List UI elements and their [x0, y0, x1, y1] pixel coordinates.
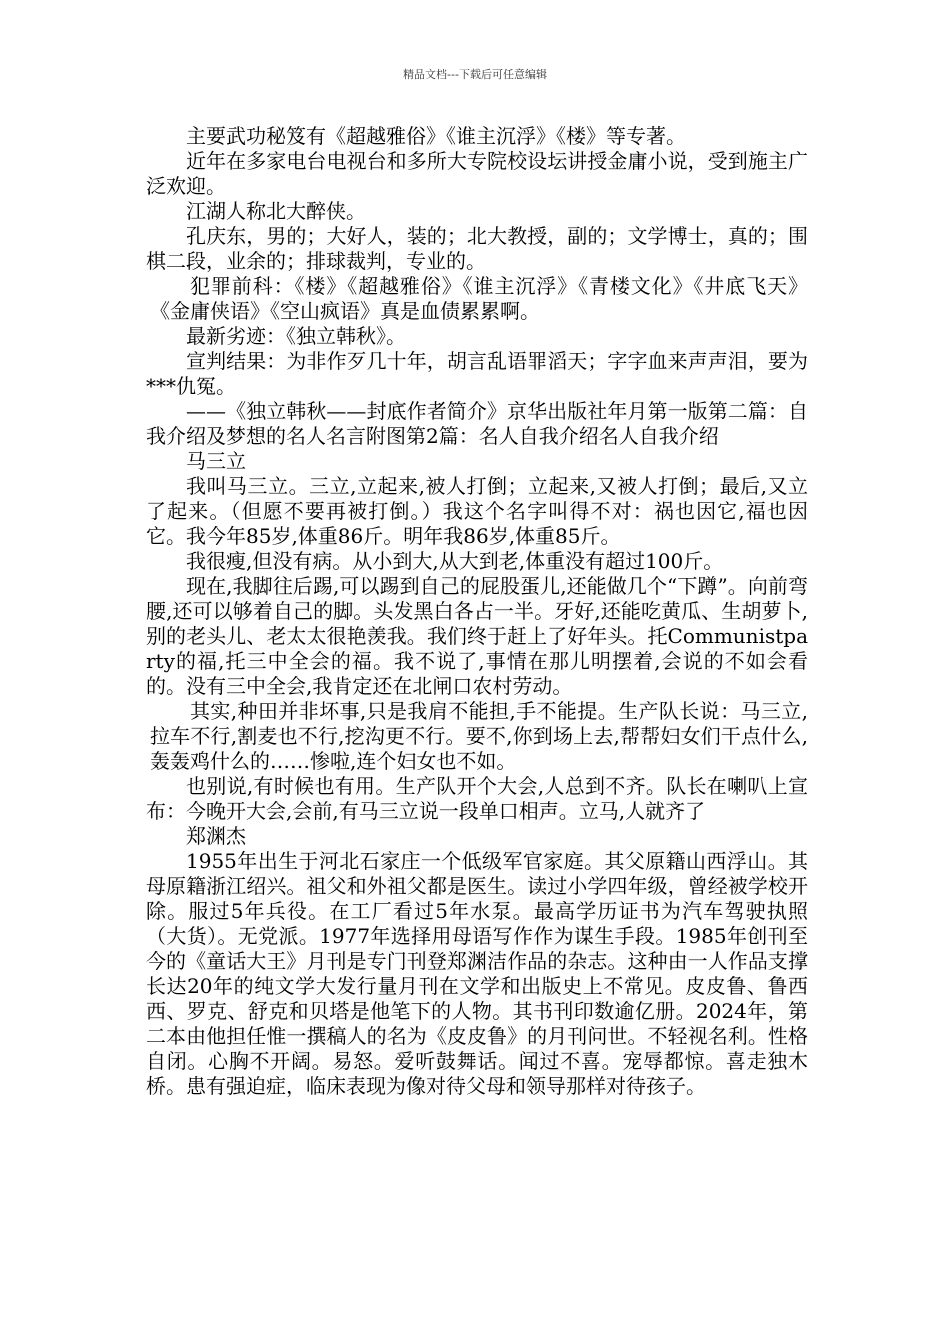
- paragraph: 我很瘦,但没有病。从小到大,从大到老,体重没有超过100斤。: [186, 549, 724, 573]
- paragraph: 孔庆东，男的；大好人，装的；北大教授，副的；文学博士，真的；围棋二段，业余的；排球裁判，专业的。: [146, 224, 808, 273]
- paragraph: 近年在多家电台电视台和多所大专院校设坛讲授金庸小说，受到施主广泛欢迎。: [146, 149, 808, 198]
- paragraph: 最新劣迹：《独立韩秋》。: [186, 324, 406, 348]
- paragraph: 犯罪前科：《楼》《超越雅俗》《谁主沉浮》《青楼文化》《井底飞天》《金庸侠语》《空山疯语》真是血债累累啊。: [150, 274, 808, 323]
- paragraph: ——《独立韩秋——封底作者简介》京华出版社年月第一版第二篇：自我介绍及梦想的名人名言附图第2篇：名人自我介绍名人自我介绍: [146, 399, 808, 448]
- paragraph: 1955年出生于河北石家庄一个低级军官家庭。其父原籍山西浮山。其母原籍浙江绍兴。祖父和外祖父都是医生。读过小学四年级，曾经被学校开除。服过5年兵役。在工厂看过5年水泵。最高学历证书为汽车驾驶执照（大货）。无党派。1977年选择用母语写作作为谋生手段。1985年创刊至今的《童话大王》月刊是专门刊登郑渊洁作品的杂志。这种由一人作品支撑长达20年的纯文学大发行量月刊在文学和出版史上不常见。皮皮鲁、鲁西西、罗克、舒克和贝塔是他笔下的人物。其书刊印数逾亿册。2024年，第二本由他担任惟一撰稿人的名为《皮皮鲁》的月刊问世。不轻视名利。性格自闭。心胸不开阔。易怒。爱听鼓舞话。闻过不喜。宠辱都惊。喜走独木桥。患有强迫症，临床表现为像对待父母和领导那样对待孩子。: [146, 849, 808, 1098]
- paragraph: 现在,我脚往后踢,可以踢到自己的屁股蛋儿,还能做几个“下蹲”。向前弯腰,还可以够着自己的脚。头发黑白各占一半。牙好,还能吃黄瓜、生胡萝卜,别的老头儿、老太太很艳羡我。我们终于赶上了好年头。托Communistparty的福,托三中全会的福。我不说了,事情在那儿明摆着,会说的不如会看的。没有三中全会,我肯定还在北闸口农村劳动。: [146, 574, 808, 698]
- section-name: 马三立: [186, 449, 246, 473]
- paragraph: 主要武功秘笈有《超越雅俗》《谁主沉浮》《楼》等专著。: [186, 124, 686, 148]
- paragraph: 江湖人称北大醉侠。: [186, 199, 366, 223]
- paragraph: 我叫马三立。三立,立起来,被人打倒；立起来,又被人打倒；最后,又立了起来。（但愿不要再被打倒。）我这个名字叫得不对：祸也因它,福也因它。我今年85岁,体重86斤。明年我86岁,体重85斤。: [146, 474, 808, 548]
- page-header: 精品文档---下载后可任意编辑: [403, 68, 547, 81]
- paragraph: 宣判结果：为非作歹几十年，胡言乱语罪滔天；字字血来声声泪，要为***仇冤。: [146, 349, 808, 398]
- document-body: [146, 124, 808, 1099]
- paragraph: 也别说,有时候也有用。生产队开个大会,人总到不齐。队长在喇叭上宣布：今晚开大会,会前,有马三立说一段单口相声。立马,人就齐了: [146, 774, 808, 823]
- section-name: 郑渊杰: [186, 824, 246, 848]
- paragraph: 其实,种田并非坏事,只是我肩不能担,手不能提。生产队长说：马三立,拉车不行,割麦也不行,挖沟更不行。要不,你到场上去,帮帮妇女们干点什么,轰轰鸡什么的……惨啦,连个妇女也不如。: [150, 699, 808, 773]
